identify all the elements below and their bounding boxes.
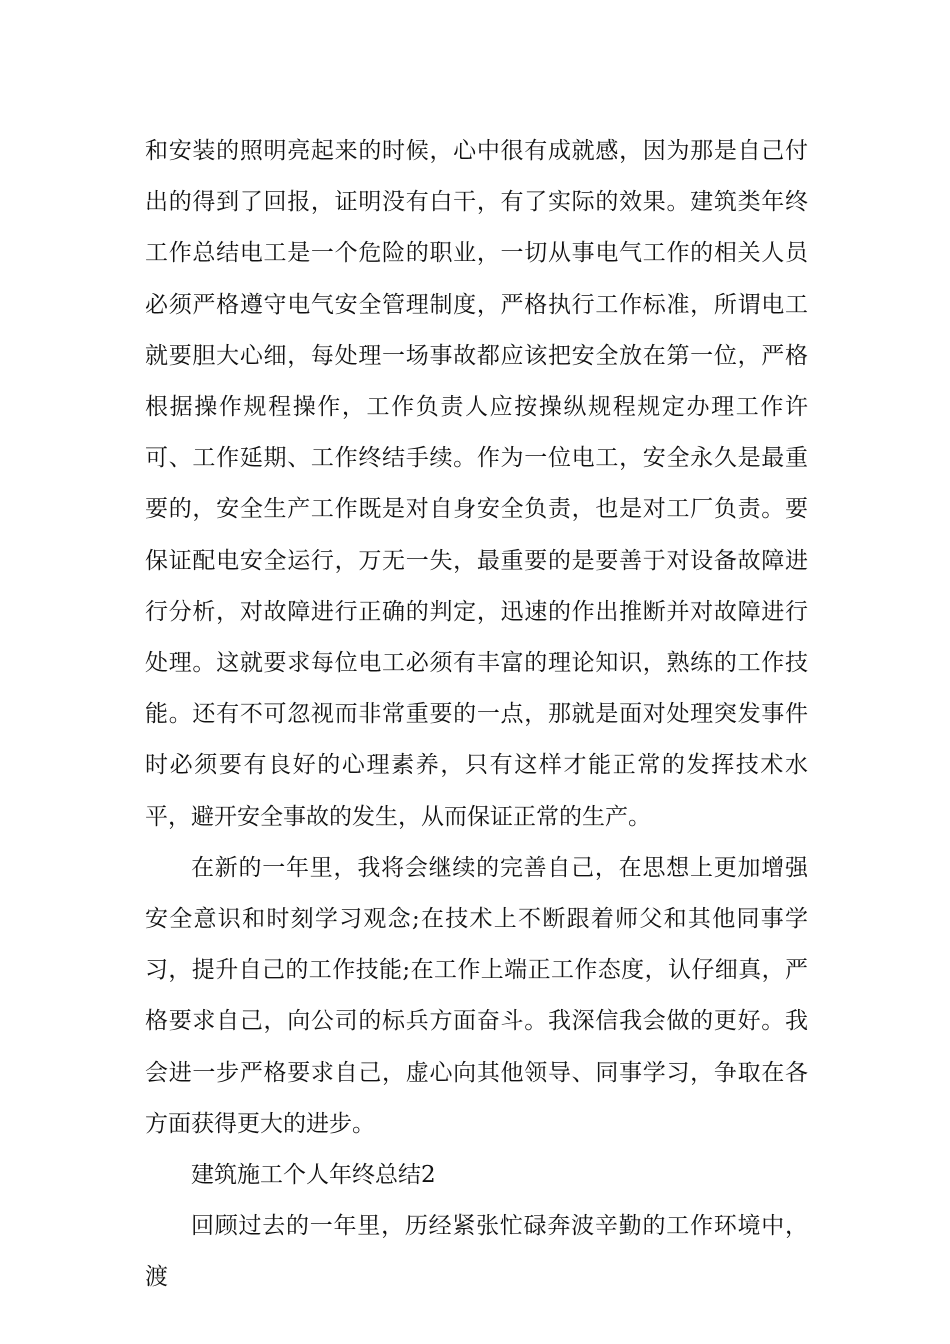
- section-heading: 建筑施工个人年终总结2: [191, 1162, 436, 1189]
- paragraph-new-year-plan: 在新的一年里，我将会继续的完善自己，在思想上更加增强安全意识和时刻学习观念;在技术上不断跟着师父和其他同事学习，提升自己的工作技能;在工作上端正工作态度，认仔细真，严格要求自己，向公司的标兵方面奋斗。我深信我会做的更好。我会进一步严格要求自己，虚心向其他领导、同事学习，争取在各方面获得更大的进步。: [145, 854, 808, 1137]
- paragraph-review: 回顾过去的一年里，历经紧张忙碌奔波辛勤的工作环境中，渡: [145, 1213, 808, 1291]
- document-body: [145, 126, 808, 1304]
- paragraph-continued: 和安装的照明亮起来的时候，心中很有成就感，因为那是自己付出的得到了回报，证明没有白干，有了实际的效果。建筑类年终工作总结电工是一个危险的职业，一切从事电气工作的相关人员必须严格遵守电气安全管理制度，严格执行工作标准，所谓电工就要胆大心细，每处理一场事故都应该把安全放在第一位，严格根据操作规程操作，工作负责人应按操纵规程规定办理工作许可、工作延期、工作终结手续。作为一位电工，安全永久是最重要的，安全生产工作既是对自身安全负责，也是对工厂负责。要保证配电安全运行，万无一失，最重要的是要善于对设备故障进行分析，对故障进行正确的判定，迅速的作出推断并对故障进行处理。这就要求每位电工必须有丰富的理论知识，熟练的工作技能。还有不可忽视而非常重要的一点，那就是面对处理突发事件时必须要有良好的心理素养，只有这样才能正常的发挥技术水平，避开安全事故的发生，从而保证正常的生产。: [145, 138, 808, 830]
